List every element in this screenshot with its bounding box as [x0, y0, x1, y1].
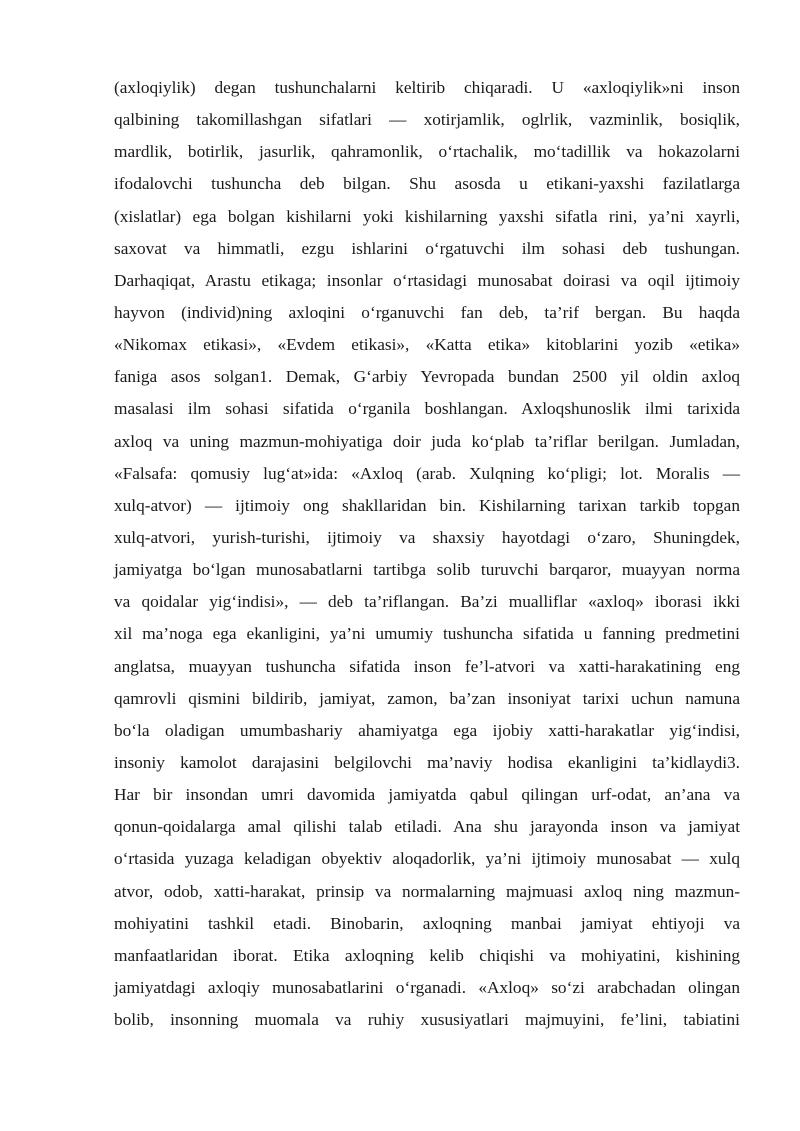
- text-line: jamiyatga bo‘lgan munosabatlarni tartibga solib turuvchi barqaror, muayyan norma: [114, 560, 740, 580]
- text-line: anglatsa, muayyan tushuncha sifatida inson fe’l-atvori va xatti-harakatining eng: [114, 656, 740, 676]
- text-line: bolib, insonning muomala va ruhiy xususiyatlari majmuyini, fe’lini, tabiatini: [114, 1010, 740, 1030]
- text-line: qamrovli qismini bildirib, jamiyat, zamon, ba’zan insoniyat tarixi uchun namuna: [114, 688, 740, 708]
- text-line: Darhaqiqat, Arastu etikaga; insonlar o‘rtasidagi munosabat doirasi va oqil ijtimoiy: [114, 270, 740, 290]
- text-line: xil ma’noga ega ekanligini, ya’ni umumiy tushuncha sifatida u fanning predmetini: [114, 624, 740, 644]
- text-line: mardlik, botirlik, jasurlik, qahramonlik, o‘rtachalik, mo‘tadillik va hokazolarni: [114, 142, 740, 162]
- text-line: atvor, odob, xatti-harakat, prinsip va normalarning majmuasi axloq ning mazmun-: [114, 881, 740, 901]
- body-text: [114, 72, 740, 1036]
- text-line: qalbining takomillashgan sifatlari — xotirjamlik, oglrlik, vazminlik, bosiqlik,: [114, 110, 740, 130]
- text-line: (xislatlar) ega bolgan kishilarni yoki kishilarning yaxshi sifatla rini, ya’ni xayrli,: [114, 206, 740, 226]
- text-line: qonun-qoidalarga amal qilishi talab etiladi. Ana shu jarayonda inson va jamiyat: [114, 817, 740, 837]
- text-line: o‘rtasida yuzaga keladigan obyektiv aloqadorlik, ya’ni ijtimoiy munosabat — xulq: [114, 849, 740, 869]
- text-line: faniga asos solgan1. Demak, G‘arbiy Yevropada bundan 2500 yil oldin axloq: [114, 367, 740, 387]
- text-line: «Nikomax etikasi», «Evdem etikasi», «Katta etika» kitoblarini yozib «etika»: [114, 335, 740, 355]
- text-line: mohiyatini tashkil etadi. Binobarin, axloqning manbai jamiyat ehtiyoji va: [114, 913, 740, 933]
- text-line: xulq-atvor) — ijtimoiy ong shakllaridan bin. Kishilarning tarixan tarkib topgan: [114, 495, 740, 515]
- text-line: va qoidalar yig‘indisi», — deb ta’riflangan. Ba’zi mualliflar «axloq» iborasi ikki: [114, 592, 740, 612]
- text-line: hayvon (individ)ning axloqini o‘rganuvchi fan deb, ta’rif bergan. Bu haqda: [114, 302, 740, 322]
- text-line: insoniy kamolot darajasini belgilovchi ma’naviy hodisa ekanligini ta’kidlaydi3.: [114, 752, 740, 772]
- text-line: «Falsafa: qomusiy lug‘at»ida: «Axloq (arab. Xulqning ko‘pligi; lot. Moralis —: [114, 463, 740, 483]
- text-line: jamiyatdagi axloqiy munosabatlarini o‘rganadi. «Axloq» so‘zi arabchadan olingan: [114, 977, 740, 997]
- text-line: manfaatlaridan iborat. Etika axloqning kelib chiqishi va mohiyatini, kishining: [114, 945, 740, 965]
- text-line: saxovat va himmatli, ezgu ishlarini o‘rgatuvchi ilm sohasi deb tushungan.: [114, 238, 740, 258]
- text-line: (axloqiylik) degan tushunchalarni keltirib chiqaradi. U «axloqiylik»ni inson: [114, 78, 740, 97]
- text-line: Har bir insondan umri davomida jamiyatda qabul qilingan urf-odat, an’ana va: [114, 785, 740, 805]
- text-line: axloq va uning mazmun-mohiyatiga doir juda ko‘plab ta’riflar berilgan. Jumladan,: [114, 431, 740, 451]
- text-line: masalasi ilm sohasi sifatida o‘rganila boshlangan. Axloqshunoslik ilmi tarixida: [114, 399, 740, 419]
- text-line: xulq-atvori, yurish-turishi, ijtimoiy va shaxsiy hayotdagi o‘zaro, Shuningdek,: [114, 527, 740, 547]
- text-line: ifodalovchi tushuncha deb bilgan. Shu asosda u etikani-yaxshi fazilatlarga: [114, 174, 740, 194]
- text-line: bo‘la oladigan umumbashariy ahamiyatga ega ijobiy xatti-harakatlar yig‘indisi,: [114, 720, 740, 740]
